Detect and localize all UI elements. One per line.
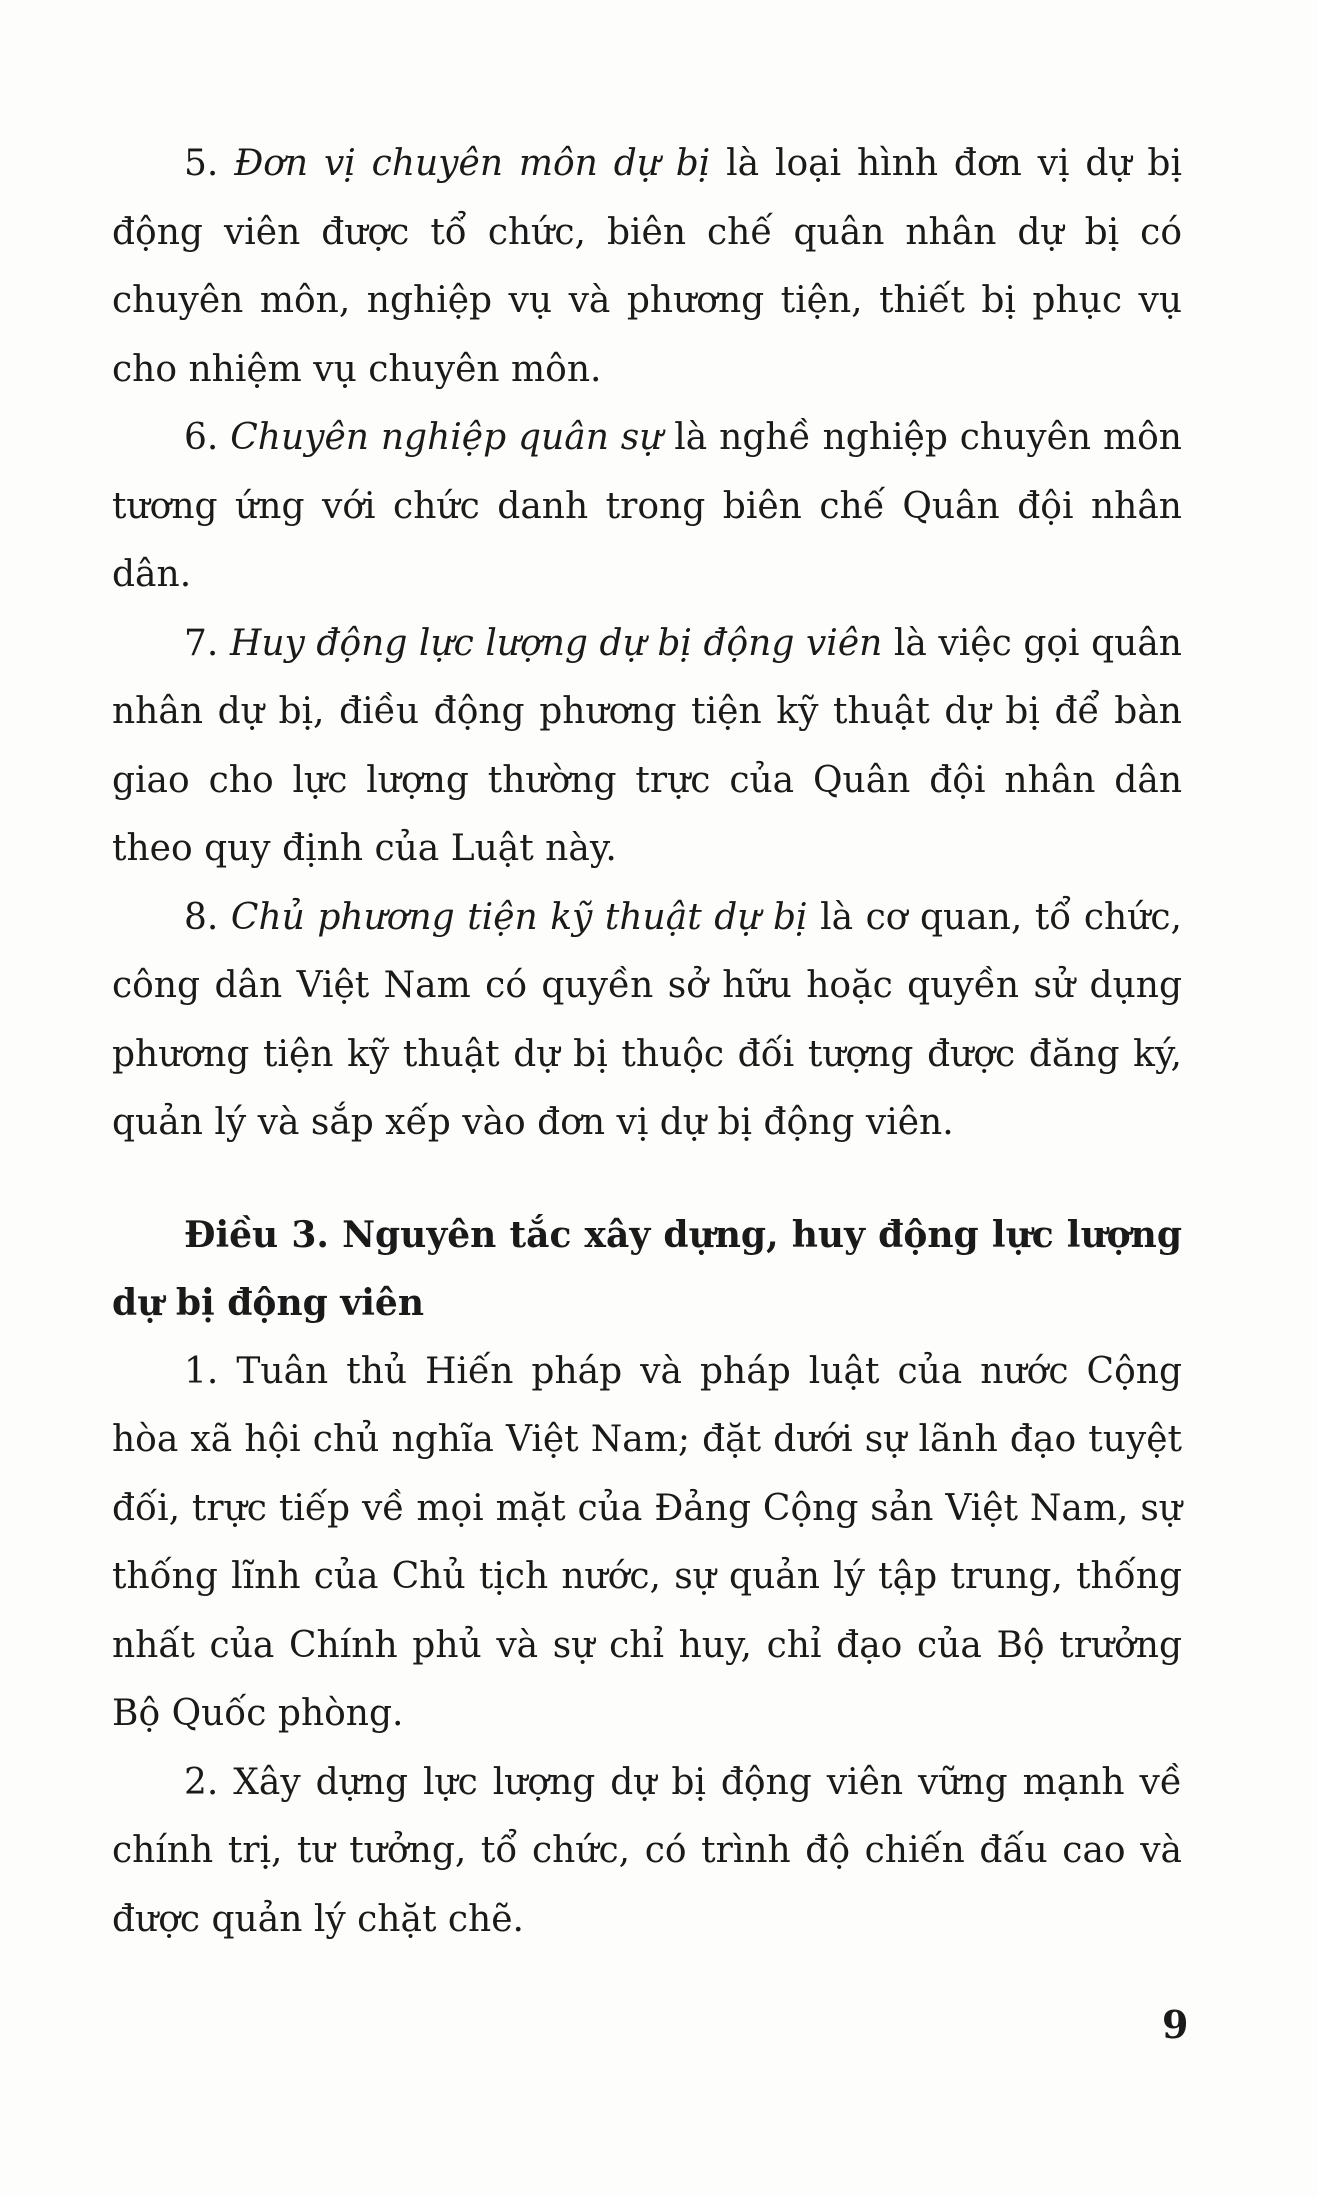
definition-text: là loại hình đơn vị dự bị động viên được tổ chức, biên chế quân nhân dự bị có chuyên môn, nghiệp vụ và phương tiện, thiết bị phục vụ cho nhiệm vụ chuyên môn.: [112, 143, 1182, 390]
definition-text: là cơ quan, tổ chức, công dân Việt Nam có quyền sở hữu hoặc quyền sử dụng phương tiện kỹ thuật dự bị thuộc đối tượng được đăng ký, quản lý và sắp xếp vào đơn vị dự bị động viên.: [112, 896, 1183, 1143]
item-number: 8.: [184, 896, 219, 938]
defined-term: Chuyên nghiệp quân sự: [230, 417, 663, 458]
definition-paragraph-7: [112, 610, 1182, 884]
page-number: 9: [1162, 2002, 1189, 2047]
item-number: 7.: [184, 622, 219, 664]
definition-text: là nghề nghiệp chuyên môn tương ứng với chức danh trong biên chế Quân đội nhân dân.: [112, 417, 1182, 595]
item-number: 5.: [184, 143, 219, 184]
definition-paragraph-6: [112, 404, 1182, 610]
definition-paragraph-8: [112, 884, 1182, 1158]
item-number: 6.: [184, 417, 219, 458]
principle-paragraph-2: 2. Xây dựng lực lượng dự bị động viên vững mạnh về chính trị, tư tưởng, tổ chức, có trình độ chiến đấu cao và được quản lý chặt chẽ.: [112, 1761, 1182, 1940]
definition-paragraph-5: [112, 130, 1182, 404]
article-3-heading: Điều 3. Nguyên tắc xây dựng, huy động lực lượng dự bị động viên: [112, 1213, 1182, 1324]
definition-text: là việc gọi quân nhân dự bị, điều động phương tiện kỹ thuật dự bị để bàn giao cho lực lượng thường trực của Quân đội nhân dân theo quy định của Luật này.: [112, 622, 1182, 869]
defined-term: Chủ phương tiện kỹ thuật dự bị: [230, 896, 808, 938]
defined-term: Huy động lực lượng dự bị động viên: [229, 622, 883, 664]
principle-paragraph-1: 1. Tuân thủ Hiến pháp và pháp luật của nước Cộng hòa xã hội chủ nghĩa Việt Nam; đặt dưới sự lãnh đạo tuyệt đối, trực tiếp về mọi mặt của Đảng Cộng sản Việt Nam, sự thống lĩnh của Chủ tịch nước, sự quản lý tập trung, thống nhất của Chính phủ và sự chỉ huy, chỉ đạo của Bộ trưởng Bộ Quốc phòng.: [112, 1350, 1182, 1734]
text-column: [112, 130, 1182, 1954]
defined-term: Đơn vị chuyên môn dự bị: [234, 143, 711, 184]
